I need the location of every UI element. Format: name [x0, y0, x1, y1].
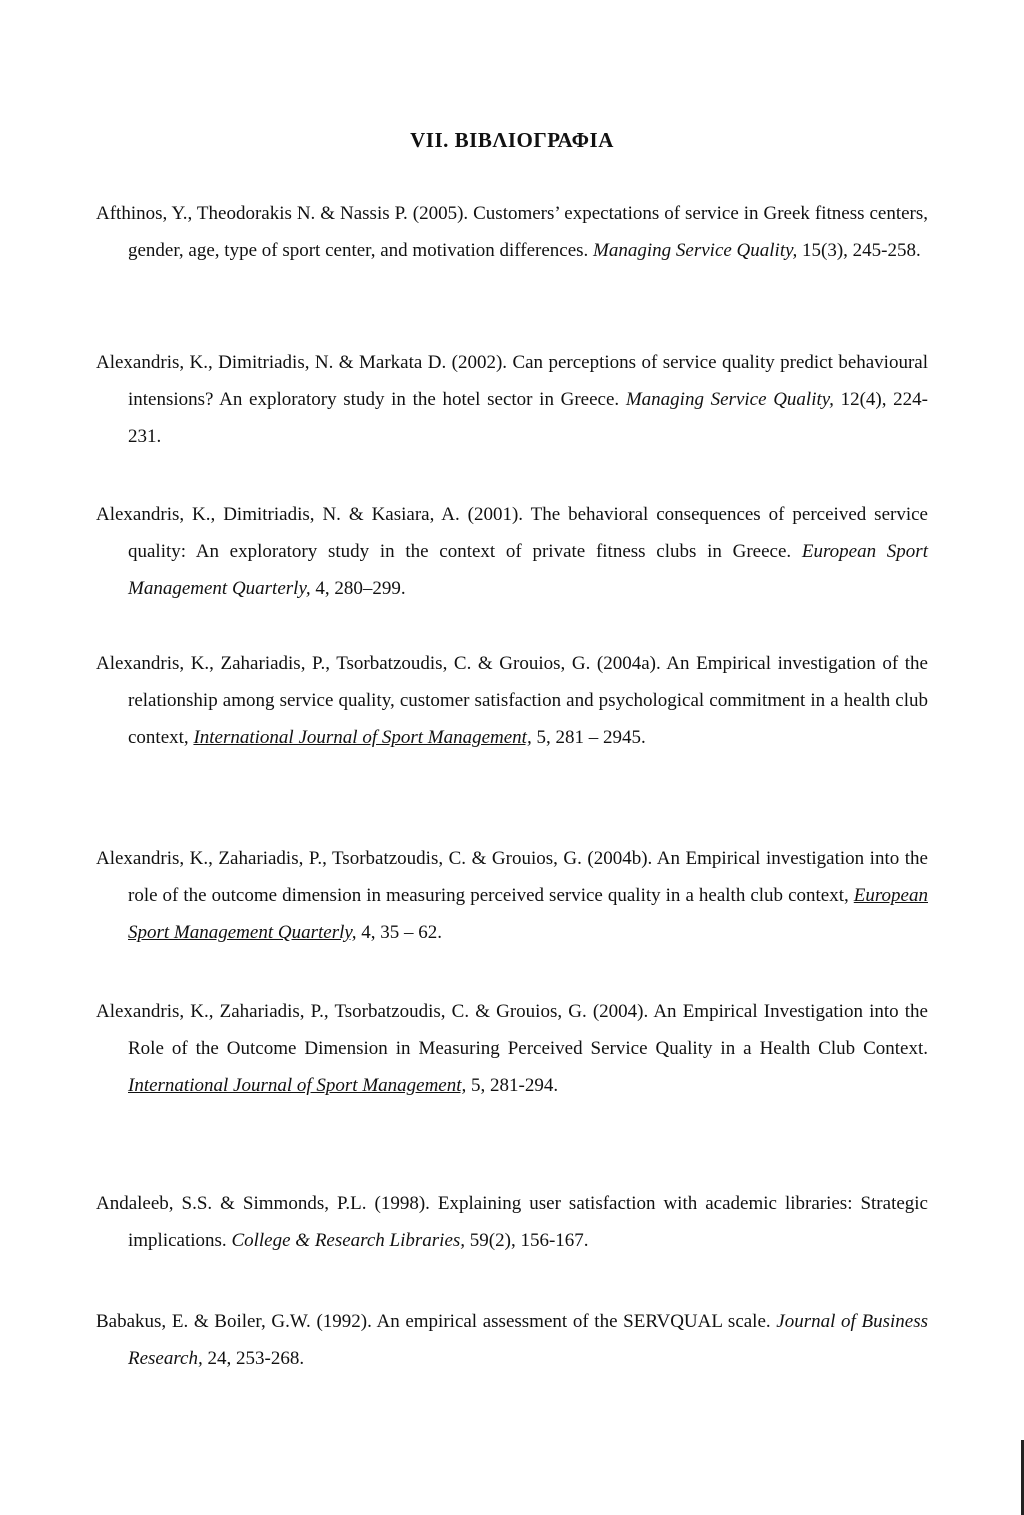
reference-details: 59(2), 156-167. — [465, 1230, 589, 1251]
reference-source: College & Research Libraries, — [231, 1230, 466, 1251]
reference-entry — [96, 840, 928, 951]
reference-entry — [96, 645, 928, 756]
reference-entry — [96, 195, 928, 269]
reference-authors: Alexandris, K., Dimitriadis, N. & Markata D. (2002). Can perceptions of service quality predict behavioural intensions? An exploratory study in the hotel sector in Greece. — [96, 352, 928, 410]
reference-entry — [96, 993, 928, 1104]
reference-authors: Babakus, E. & Boiler, G.W. (1992). An empirical assessment of the SERVQUAL scale. — [96, 1311, 777, 1332]
reference-authors: Alexandris, K., Zahariadis, P., Tsorbatzoudis, C. & Grouios, G. (2004). An Empirical Investigation into the Role of the Outcome Dimension in Measuring Perceived Service Quality in a Health Club Context. — [96, 1001, 928, 1059]
reference-details: 12(4), 224-231. — [128, 389, 928, 447]
reference-source: Journal of Business Research, — [128, 1311, 928, 1369]
reference-details: 4, 35 – 62. — [356, 922, 443, 943]
reference-authors: Alexandris, K., Zahariadis, P., Tsorbatzoudis, C. & Grouios, G. (2004a). An Empirical investigation of the relationship among service quality, customer satisfaction and psychological commitment in a health club context, — [96, 653, 928, 748]
reference-authors: Afthinos, Y., Theodorakis N. & Nassis P. (2005). Customers’ expectations of service in Greek fitness centers, gender, age, type of sport center, and motivation differences. — [96, 203, 928, 261]
section-heading: VII. ΒΙΒΛΙΟΓΡΑΦΙΑ — [410, 128, 614, 152]
reference-entry — [96, 496, 928, 607]
reference-source: Managing Service Quality, — [593, 240, 798, 261]
reference-details: 4, 280–299. — [310, 578, 406, 599]
reference-source: International Journal of Sport Management, — [193, 727, 532, 748]
reference-source: European Sport Management Quarterly, — [128, 885, 928, 943]
reference-details: 5, 281 – 2945. — [531, 727, 646, 748]
reference-authors: Andaleeb, S.S. & Simmonds, P.L. (1998). Explaining user satisfaction with academic libraries: Strategic implications. — [96, 1193, 928, 1251]
reference-source: International Journal of Sport Management, — [128, 1075, 467, 1096]
reference-source: Managing Service Quality, — [625, 389, 834, 410]
reference-entry — [96, 1303, 928, 1377]
reference-details: 5, 281-294. — [466, 1075, 559, 1096]
reference-authors: Alexandris, K., Zahariadis, P., Tsorbatzoudis, C. & Grouios, G. (2004b). An Empirical investigation into the role of the outcome dimension in measuring perceived service quality in a health club context, — [96, 848, 928, 906]
reference-entry — [96, 344, 928, 455]
reference-details: 24, 253-268. — [202, 1348, 305, 1369]
reference-authors: Alexandris, K., Dimitriadis, N. & Kasiara, A. (2001). The behavioral consequences of perceived service quality: An exploratory study in the context of private fitness clubs in Greece. — [96, 504, 928, 562]
reference-entry — [96, 1185, 928, 1259]
reference-source: European Sport Management Quarterly, — [128, 541, 928, 599]
reference-details: 15(3), 245-258. — [797, 240, 921, 261]
